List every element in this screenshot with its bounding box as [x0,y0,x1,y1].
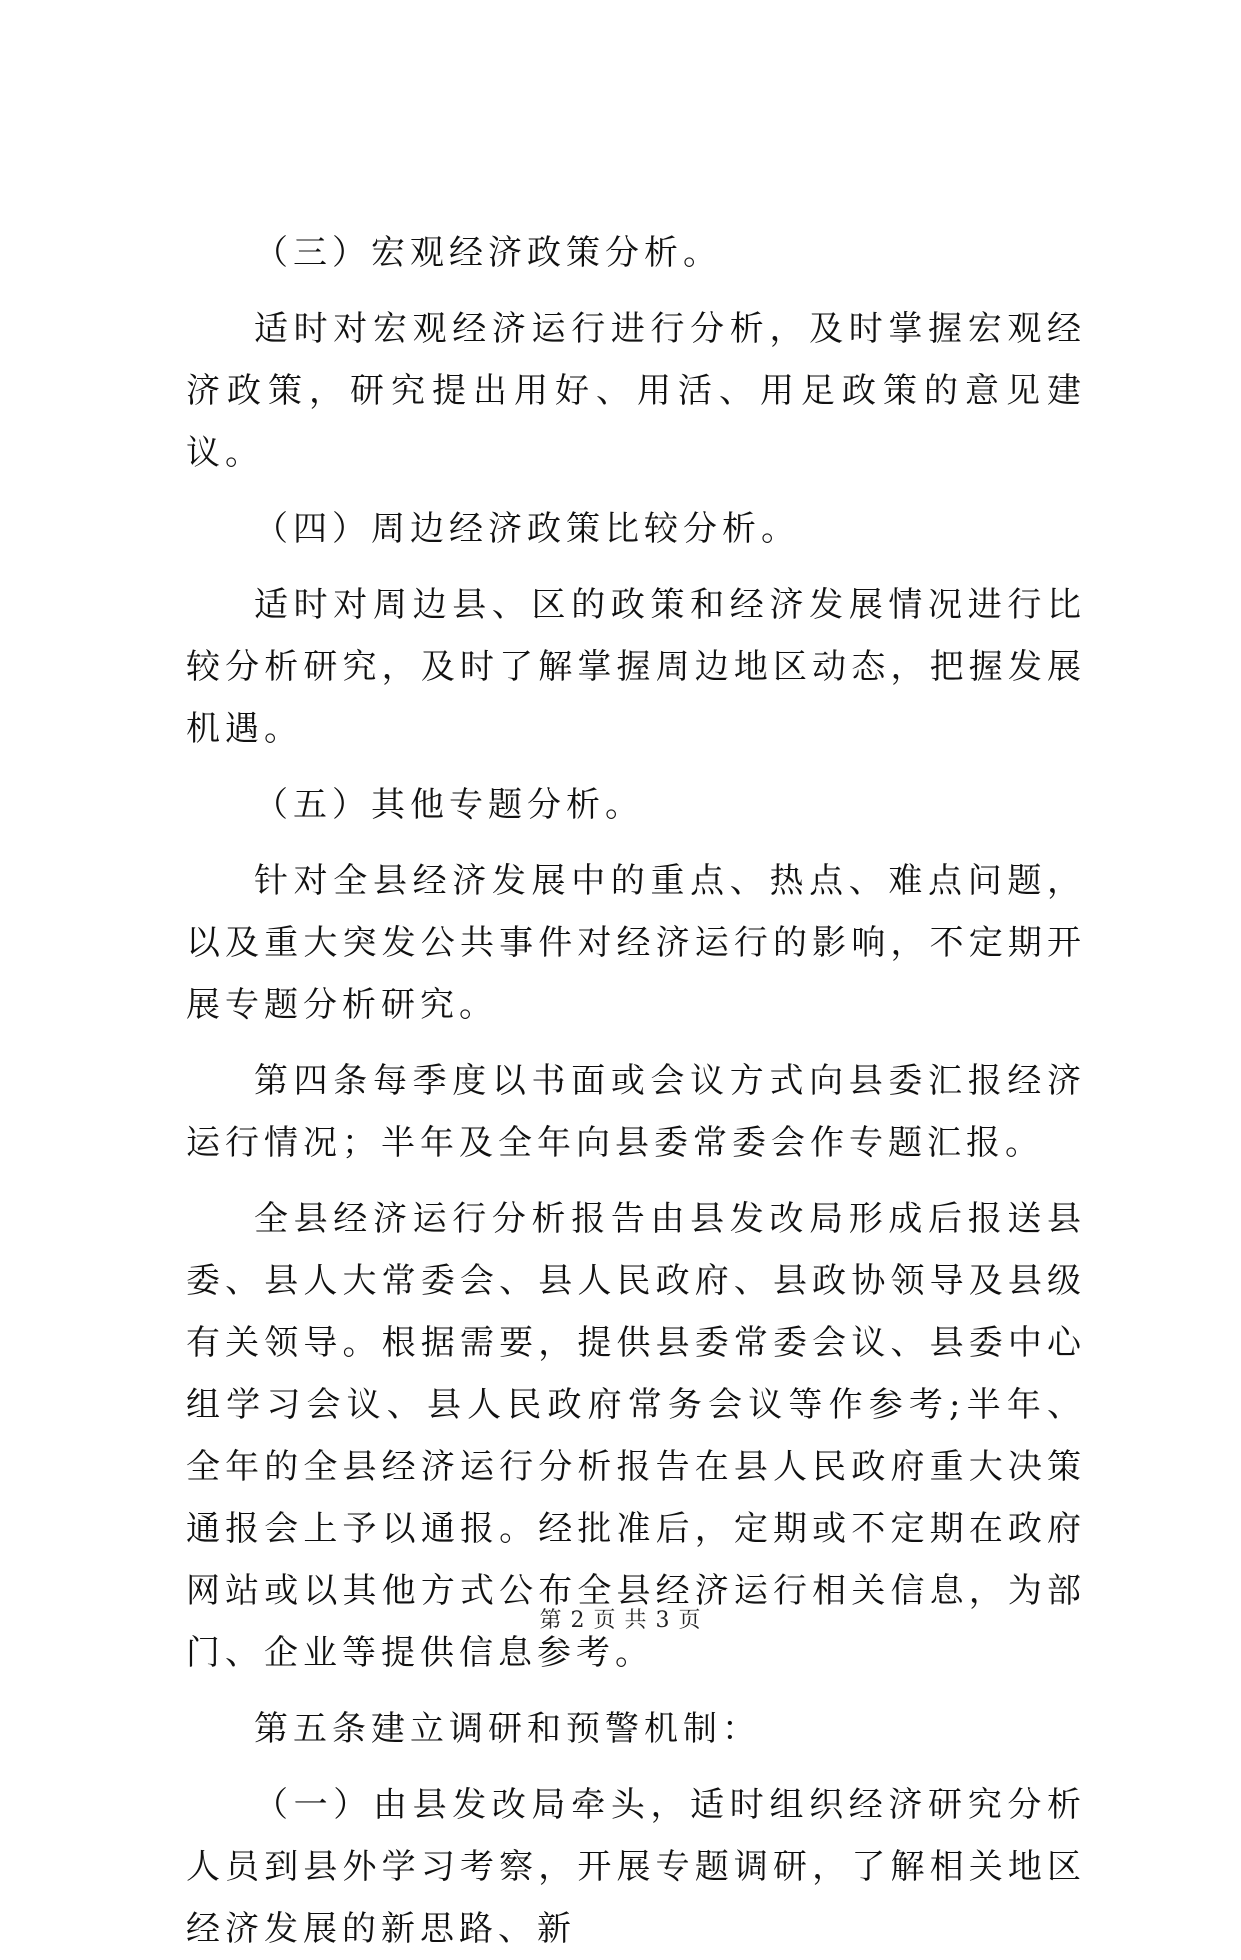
section-heading-4: （四）周边经济政策比较分析。 [254,509,800,549]
paragraph: 适时对宏观经济运行进行分析，及时掌握宏观经济政策，研究提出用好、用活、用足政策的意见建议。 [186,309,1086,473]
page-number-footer: 第 2 页 共 3 页 [539,1608,702,1633]
article-5-heading: 第五条建立调研和预警机制： [254,1709,761,1749]
section-heading-3: （三）宏观经济政策分析。 [254,233,722,273]
paragraph: 针对全县经济发展中的重点、热点、难点问题，以及重大突发公共事件对经济运行的影响，不定期开展专题分析研究。 [186,861,1086,1025]
section-heading-5: （五）其他专题分析。 [254,785,644,825]
document-body [186,222,1086,1960]
paragraph: 全县经济运行分析报告由县发改局形成后报送县委、县人大常委会、县人民政府、县政协领导及县级有关领导。根据需要，提供县委常委会议、县委中心组学习会议、县人民政府常务会议等作参考;半年、全年的全县经济运行分析报告在县人民政府重大决策通报会上予以通报。经批准后，定期或不定期在政府网站或以其他方式公布全县经济运行相关信息，为部门、企业等提供信息参考。 [186,1199,1086,1673]
paragraph: 适时对周边县、区的政策和经济发展情况进行比较分析研究，及时了解掌握周边地区动态，把握发展机遇。 [186,585,1086,749]
article-4-paragraph: 第四条每季度以书面或会议方式向县委汇报经济运行情况；半年及全年向县委常委会作专题汇报。 [186,1061,1086,1163]
paragraph: （一）由县发改局牵头，适时组织经济研究分析人员到县外学习考察，开展专题调研，了解相关地区经济发展的新思路、新 [186,1785,1086,1949]
